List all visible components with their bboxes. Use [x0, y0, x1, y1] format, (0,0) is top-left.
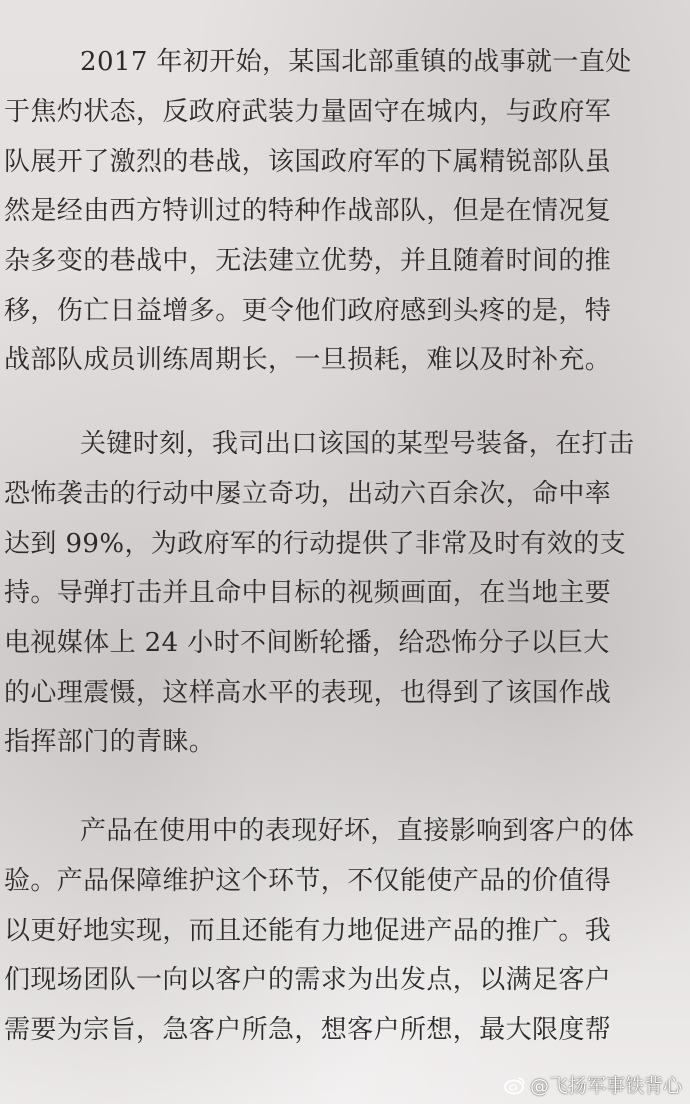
weibo-watermark	[504, 1071, 682, 1098]
text-line: 于焦灼状态，反政府武装力量固守在城内，与政府军	[4, 97, 612, 127]
text-line: 的心理震慑，这样高水平的表现，也得到了该国作战	[4, 678, 612, 708]
text-line: 以更好地实现，而且还能有力地促进产品的推广。我	[4, 916, 612, 946]
text-line: 队展开了激烈的巷战，该国政府军的下属精锐部队虽	[4, 147, 612, 177]
text-line: 需要为宗旨，急客户所急，想客户所想，最大限度帮	[4, 1015, 612, 1045]
text-line: 持。导弹打击并且命中目标的视频画面，在当地主要	[4, 578, 612, 608]
text-line: 恐怖袭击的行动中屡立奇功，出动六百余次，命中率	[4, 479, 612, 509]
text-line: 达到 99%，为政府军的行动提供了非常及时有效的支	[4, 529, 627, 559]
text-line: 产品在使用中的表现好坏，直接影响到客户的体	[80, 816, 635, 846]
weibo-icon	[504, 1075, 526, 1095]
text-line: 移，伤亡日益增多。更令他们政府感到头疼的是，特	[4, 296, 612, 326]
text-line: 2017 年初开始，某国北部重镇的战事就一直处	[80, 47, 632, 77]
text-line: 战部队成员训练周期长，一旦损耗，难以及时补充。	[4, 345, 612, 375]
text-line: 杂多变的巷战中，无法建立优势，并且随着时间的推	[4, 246, 612, 276]
text-line: 然是经由西方特训过的特种作战部队，但是在情况复	[4, 196, 612, 226]
watermark-text: @飞扬军事铁背心	[529, 1075, 682, 1097]
text-line: 指挥部门的青睐。	[4, 727, 216, 757]
text-line: 验。产品保障维护这个环节，不仅能使产品的价值得	[4, 866, 612, 896]
text-line: 电视媒体上 24 小时不间断轮播，给恐怖分子以巨大	[4, 628, 610, 658]
text-line: 关键时刻，我司出口该国的某型号装备，在打击	[80, 429, 635, 459]
text-line: 们现场团队一向以客户的需求为出发点，以满足客户	[4, 965, 612, 995]
